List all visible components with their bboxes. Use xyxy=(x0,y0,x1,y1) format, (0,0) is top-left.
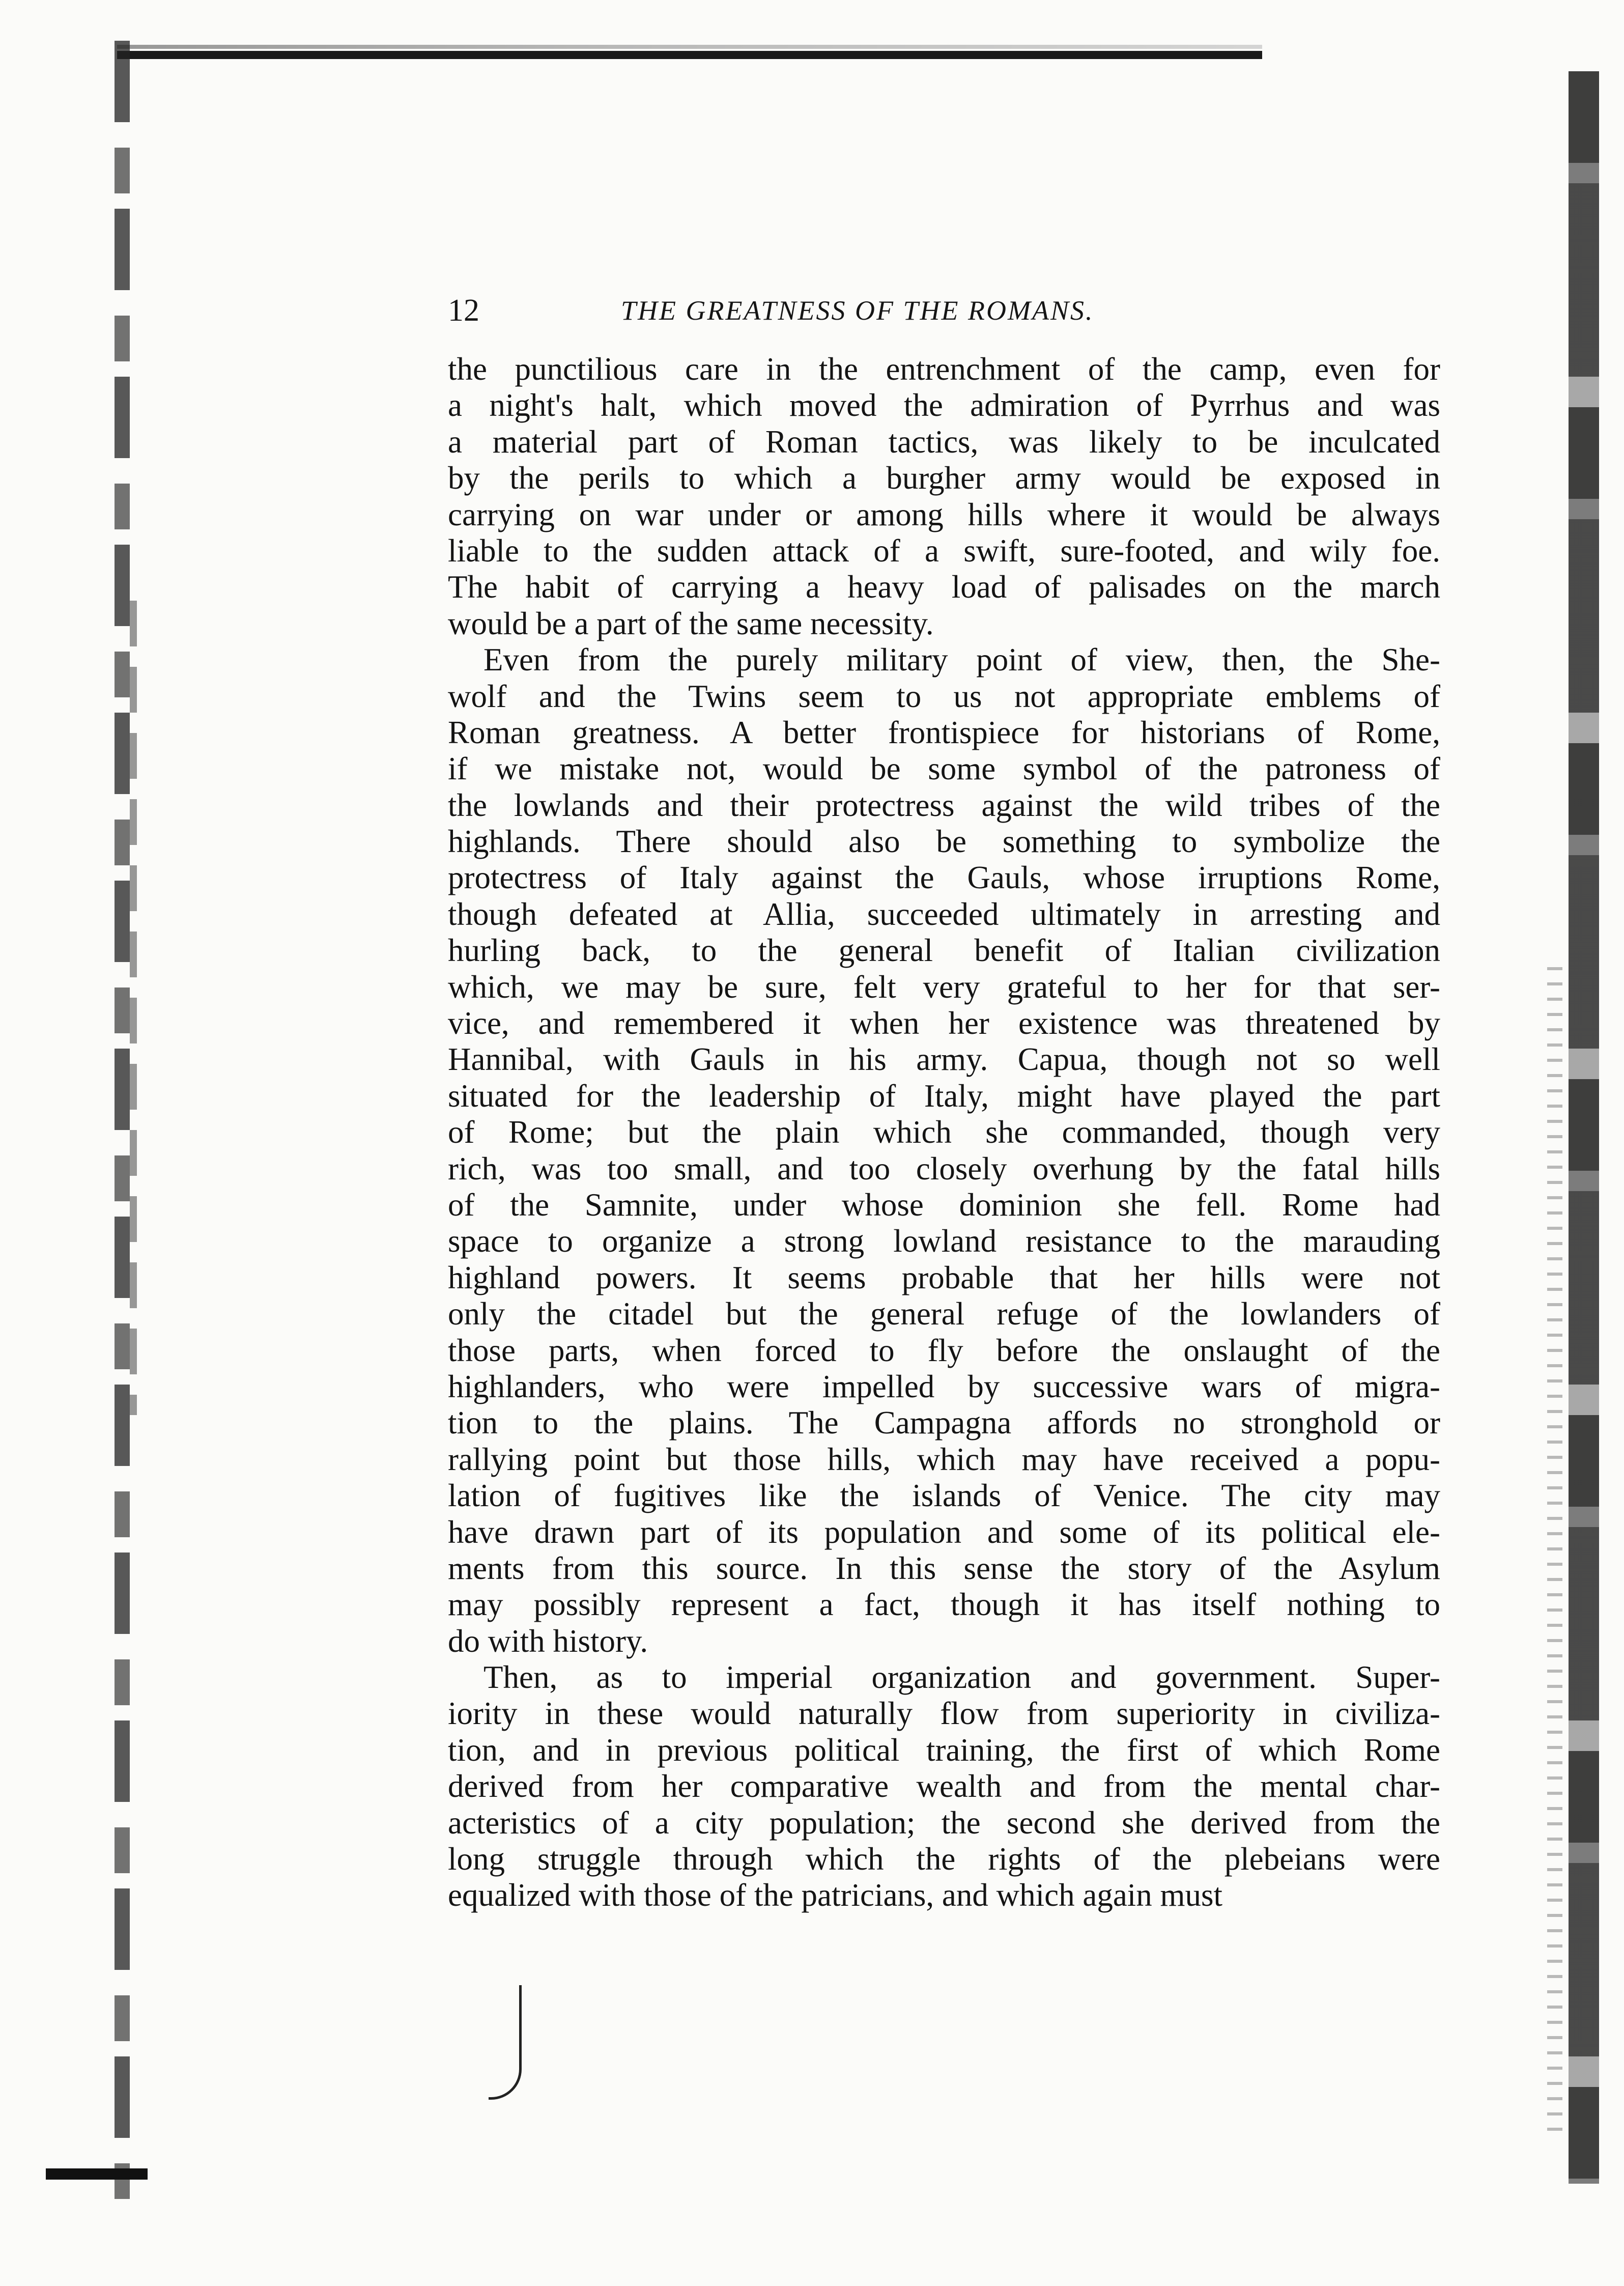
scan-top-rule xyxy=(117,51,1262,59)
paragraph xyxy=(448,642,1440,1659)
text-line: vice, and remembered it when her existence was threatened by xyxy=(448,1005,1440,1041)
text-line: situated for the leadership of Italy, might have played the part xyxy=(448,1078,1440,1114)
text-line: derived from her comparative wealth and from the mental char- xyxy=(448,1768,1440,1804)
text-line: ments from this source. In this sense the story of the Asylum xyxy=(448,1550,1440,1586)
text-line: Even from the purely military point of view, then, the She- xyxy=(483,642,1440,678)
text-line: Hannibal, with Gauls in his army. Capua, though not so well xyxy=(448,1041,1440,1078)
scan-right-edge-noise xyxy=(1547,967,1562,2138)
text-line: the punctilious care in the entrenchment of the camp, even for xyxy=(448,351,1440,387)
text-line: which, we may be sure, felt very grateful to her for that ser- xyxy=(448,969,1440,1005)
text-line: by the perils to which a burgher army would be exposed in xyxy=(448,460,1440,496)
body-text xyxy=(448,351,1440,1914)
text-line: acteristics of a city population; the second she derived from the xyxy=(448,1804,1440,1841)
running-title: THE GREATNESS OF THE ROMANS. xyxy=(621,295,1094,326)
text-line: long struggle through which the rights of the plebeians were xyxy=(448,1841,1440,1877)
page-number: 12 xyxy=(448,293,479,328)
text-line: would be a part of the same necessity. xyxy=(448,605,934,641)
scan-bottom-left-mark xyxy=(46,2168,148,2180)
text-line: rich, was too small, and too closely overhung by the fatal hills xyxy=(448,1150,1440,1187)
text-line: may possibly represent a fact, though it has itself nothing to xyxy=(448,1587,1440,1623)
text-line: of the Samnite, under whose dominion she fell. Rome had xyxy=(448,1187,1440,1223)
text-line: highlands. There should also be something to symbolize the xyxy=(448,824,1440,860)
text-line: of Rome; but the plain which she commanded, though very xyxy=(448,1114,1440,1150)
scan-stray-pencil-mark xyxy=(489,1985,522,2100)
text-line: hurling back, to the general benefit of Italian civilization xyxy=(448,933,1440,969)
scan-left-binding-edge xyxy=(115,41,130,2199)
text-line: a material part of Roman tactics, was likely to be inculcated xyxy=(448,424,1440,460)
paragraph xyxy=(448,1659,1440,1914)
running-head xyxy=(448,288,1293,333)
text-line: liable to the sudden attack of a swift, sure-footed, and wily foe. xyxy=(448,532,1440,569)
scan-top-rule-shadow xyxy=(117,45,1262,49)
text-line: have drawn part of its population and some of its political ele- xyxy=(448,1514,1440,1550)
text-line: carrying on war under or among hills where it would be always xyxy=(448,496,1440,532)
text-line: tion, and in previous political training, the first of which Rome xyxy=(448,1732,1440,1768)
text-line: The habit of carrying a heavy load of palisades on the march xyxy=(448,569,1440,605)
text-line: Roman greatness. A better frontispiece for historians of Rome, xyxy=(448,714,1440,750)
text-line: highlanders, who were impelled by successive wars of migra- xyxy=(448,1368,1440,1404)
text-line: do with history. xyxy=(448,1623,648,1659)
text-line: Then, as to imperial organization and government. Super- xyxy=(483,1659,1440,1696)
text-line: though defeated at Allia, succeeded ultimately in arresting and xyxy=(448,896,1440,932)
text-line: if we mistake not, would be some symbol of the patroness of xyxy=(448,751,1440,787)
text-line: tion to the plains. The Campagna affords no stronghold or xyxy=(448,1405,1440,1441)
text-line: the lowlands and their protectress against the wild tribes of the xyxy=(448,787,1440,823)
text-line: equalized with those of the patricians, and which again must xyxy=(448,1877,1223,1913)
text-line: iority in these would naturally flow from superiority in civiliza- xyxy=(448,1696,1440,1732)
text-line: only the citadel but the general refuge of the lowlanders of xyxy=(448,1296,1440,1332)
scan-right-page-edge xyxy=(1569,71,1599,2184)
text-line: protectress of Italy against the Gauls, whose irruptions Rome, xyxy=(448,860,1440,896)
text-line: rallying point but those hills, which may have received a popu- xyxy=(448,1441,1440,1477)
text-line: highland powers. It seems probable that her hills were not xyxy=(448,1259,1440,1295)
text-line: space to organize a strong lowland resistance to the marauding xyxy=(448,1223,1440,1259)
text-line: wolf and the Twins seem to us not appropriate emblems of xyxy=(448,678,1440,714)
text-line: a night's halt, which moved the admiration of Pyrrhus and was xyxy=(448,387,1440,424)
paragraph xyxy=(448,351,1440,642)
scan-left-binding-shadow xyxy=(130,601,137,1415)
text-line: those parts, when forced to fly before the onslaught of the xyxy=(448,1332,1440,1368)
text-line: lation of fugitives like the islands of Venice. The city may xyxy=(448,1478,1440,1514)
